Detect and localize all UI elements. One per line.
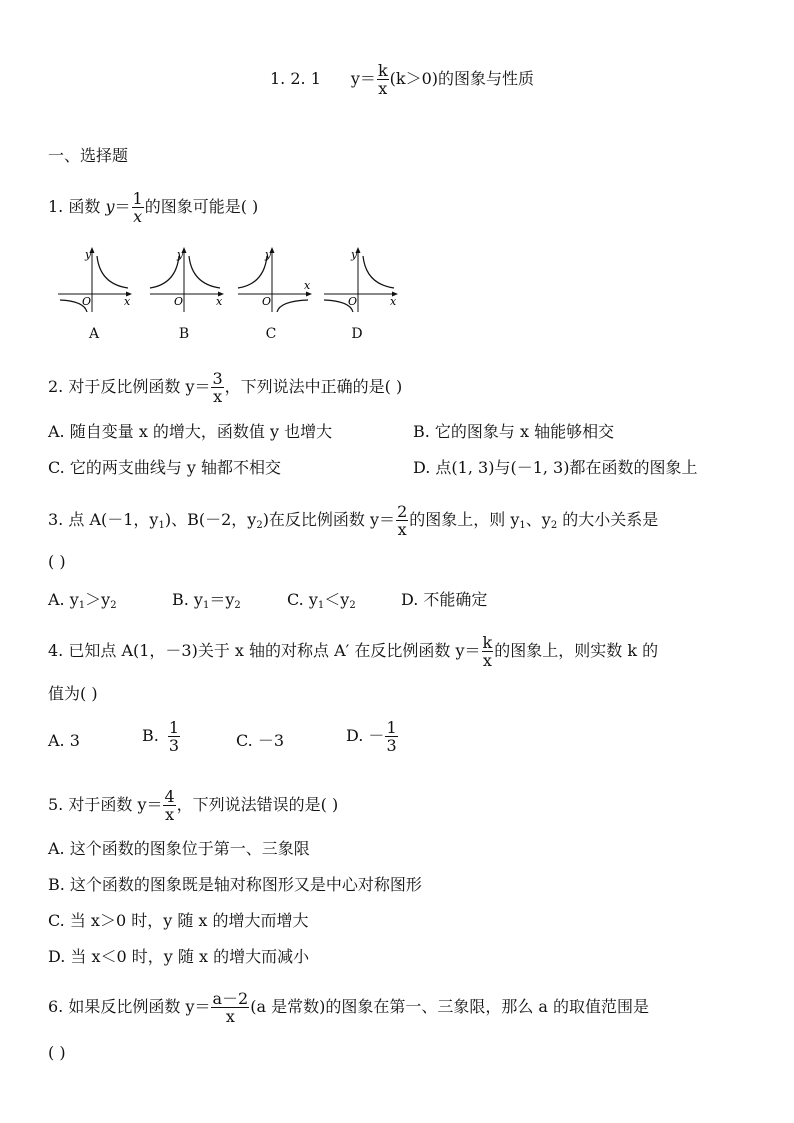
- q4-lead: 4. 已知点 A(1，－3)关于 x 轴的对称点 A′ 在反比例函数 y＝: [48, 641, 481, 660]
- graph-b-svg: [148, 244, 226, 314]
- q3b-pre: B. y: [172, 590, 203, 609]
- q5-option-b[interactable]: B. 这个函数的图象既是轴对称图形又是中心对称图形: [48, 875, 422, 894]
- q4-num: k: [482, 633, 493, 652]
- question-3: [48, 503, 658, 538]
- q1-fraction: [132, 190, 144, 225]
- q3-sub1: 1: [158, 520, 165, 531]
- graph-c-axis-y: y: [265, 248, 272, 261]
- q4b-fraction: [168, 719, 180, 754]
- question-4: [48, 634, 658, 669]
- q4-option-d[interactable]: [346, 719, 399, 754]
- graph-b-origin: O: [174, 295, 184, 308]
- q6-answer-paren: ( ): [48, 1043, 66, 1062]
- question-1: [48, 190, 258, 225]
- q3-e: 、y: [525, 510, 551, 529]
- q5-option-a[interactable]: A. 这个函数的图象位于第一、三象限: [48, 839, 310, 858]
- q2-option-a[interactable]: A. 随自变量 x 的增大，函数值 y 也增大: [48, 422, 333, 441]
- graph-c-svg: [236, 244, 314, 314]
- q2-num: 3: [212, 369, 223, 388]
- graph-label-a: A: [88, 326, 100, 342]
- q3-a: 3. 点 A(－1，y: [48, 510, 159, 529]
- q5-fraction: [163, 788, 175, 823]
- q2-den: x: [213, 387, 223, 406]
- title-number: 1. 2. 1: [270, 69, 321, 88]
- q3-b: )、B(－2，y: [164, 510, 257, 529]
- q5-tail: ，下列说法错误的是( ): [176, 795, 339, 814]
- q6-tail: (a 是常数)的图象在第一、三象限，那么 a 的取值范围是: [250, 997, 650, 1016]
- q1-num: 1: [132, 189, 143, 208]
- title-fraction-den: x: [378, 79, 388, 98]
- q3-answer-paren: ( ): [48, 552, 66, 571]
- q5-option-d[interactable]: D. 当 x＜0 时，y 随 x 的增大而减小: [48, 947, 310, 966]
- q5-option-c[interactable]: C. 当 x＞0 时，y 随 x 的增大而增大: [48, 911, 309, 930]
- q3-sub3: 1: [519, 520, 526, 531]
- q3-den: x: [397, 520, 407, 539]
- graph-b-axis-y: y: [177, 248, 184, 261]
- q4-tail: 的图象上，则实数 k 的: [494, 641, 659, 660]
- q3-sub4: 2: [550, 520, 558, 531]
- q5-lead: 5. 对于函数 y＝: [48, 795, 163, 814]
- q3-sub2: 2: [256, 520, 263, 531]
- q4d-fraction: [385, 719, 397, 754]
- graph-label-b: B: [178, 326, 190, 342]
- graph-a-svg: [56, 244, 134, 314]
- page-title: [270, 62, 534, 97]
- title-fraction: [377, 62, 389, 97]
- q3-fraction: [396, 503, 408, 538]
- graph-b-axis-x: x: [216, 295, 223, 308]
- q4b-num: 1: [168, 718, 180, 737]
- title-lhs: y＝: [350, 69, 376, 88]
- q2-option-b[interactable]: B. 它的图象与 x 轴能够相交: [413, 422, 615, 441]
- q3c-sub2: 2: [349, 600, 356, 611]
- q3-option-a[interactable]: [48, 589, 117, 617]
- q6-lead: 6. 如果反比例函数 y＝: [48, 997, 211, 1016]
- q3a-sub2: 2: [110, 600, 117, 611]
- q4-option-b[interactable]: [142, 719, 181, 754]
- graph-c-origin: O: [262, 295, 272, 308]
- q2-option-d[interactable]: D. 点(1, 3)与(－1, 3)都在函数的图象上: [413, 458, 698, 477]
- q1-tail: 的图象可能是( ): [144, 197, 259, 216]
- q4d-den: 3: [386, 736, 397, 755]
- q2-tail: ，下列说法中正确的是( ): [224, 377, 403, 396]
- question-6: [48, 990, 649, 1025]
- graph-label-d: D: [351, 326, 363, 342]
- q4d-num: 1: [386, 718, 397, 737]
- section-heading: 一、选择题: [48, 146, 129, 165]
- q3c-pre: C. y: [287, 590, 318, 609]
- q3a-sub1: 1: [78, 600, 86, 611]
- q3c-sub1: 1: [317, 600, 325, 611]
- graph-c-axis-x: x: [304, 279, 311, 292]
- graph-d-axis-y: y: [351, 248, 358, 261]
- graph-d-axis-x: x: [390, 295, 397, 308]
- q4-fraction: [482, 634, 494, 669]
- q3-option-c[interactable]: [287, 589, 356, 617]
- q3-option-b[interactable]: [172, 589, 241, 617]
- q4b-pre: B.: [142, 726, 159, 745]
- q1-eq: ＝: [114, 197, 131, 216]
- q3b-sub1: 1: [202, 600, 210, 611]
- question-2: [48, 370, 402, 405]
- q3-num: 2: [397, 502, 408, 521]
- q2-option-c[interactable]: C. 它的两支曲线与 y 轴都不相交: [48, 458, 282, 477]
- q6-fraction: [211, 990, 249, 1025]
- q3-f: 的大小关系是: [557, 510, 659, 529]
- q1-den: x: [133, 207, 143, 226]
- q4-den: x: [482, 651, 492, 670]
- q3-option-d[interactable]: D. 不能确定: [401, 590, 488, 609]
- q1-y: y: [105, 197, 115, 216]
- q3a-op: ＞y: [85, 590, 111, 609]
- title-rest: (k＞0)的图象与性质: [389, 69, 535, 88]
- q1-lead: 1. 函数: [48, 197, 106, 216]
- q6-den: x: [225, 1007, 235, 1026]
- graph-a-axis-y: y: [85, 248, 92, 261]
- graph-a-axis-x: x: [124, 295, 131, 308]
- graph-d-svg: [322, 244, 400, 314]
- q3b-op: ＝y: [209, 590, 235, 609]
- q3-d: 的图象上，则 y: [409, 510, 520, 529]
- q3a-pre: A. y: [48, 590, 79, 609]
- q2-fraction: [211, 370, 223, 405]
- q3c-op: ＜y: [324, 590, 350, 609]
- q6-num: a－2: [212, 989, 249, 1008]
- q5-den: x: [165, 805, 175, 824]
- graph-label-c: C: [265, 326, 277, 342]
- q4-option-c[interactable]: C. －3: [236, 731, 285, 750]
- graph-d-origin: O: [348, 295, 358, 308]
- title-fraction-num: k: [377, 61, 388, 80]
- question-5: [48, 788, 338, 823]
- q2-lead: 2. 对于反比例函数 y＝: [48, 377, 211, 396]
- q4b-den: 3: [168, 736, 180, 755]
- q4d-pre: D. －: [346, 726, 385, 745]
- q5-num: 4: [164, 787, 175, 806]
- q4-option-a[interactable]: A. 3: [48, 731, 80, 750]
- q4-line2: 值为( ): [48, 684, 98, 703]
- q3-c: )在反比例函数 y＝: [262, 510, 396, 529]
- q3b-sub2: 2: [234, 600, 241, 611]
- graph-a-origin: O: [82, 295, 92, 308]
